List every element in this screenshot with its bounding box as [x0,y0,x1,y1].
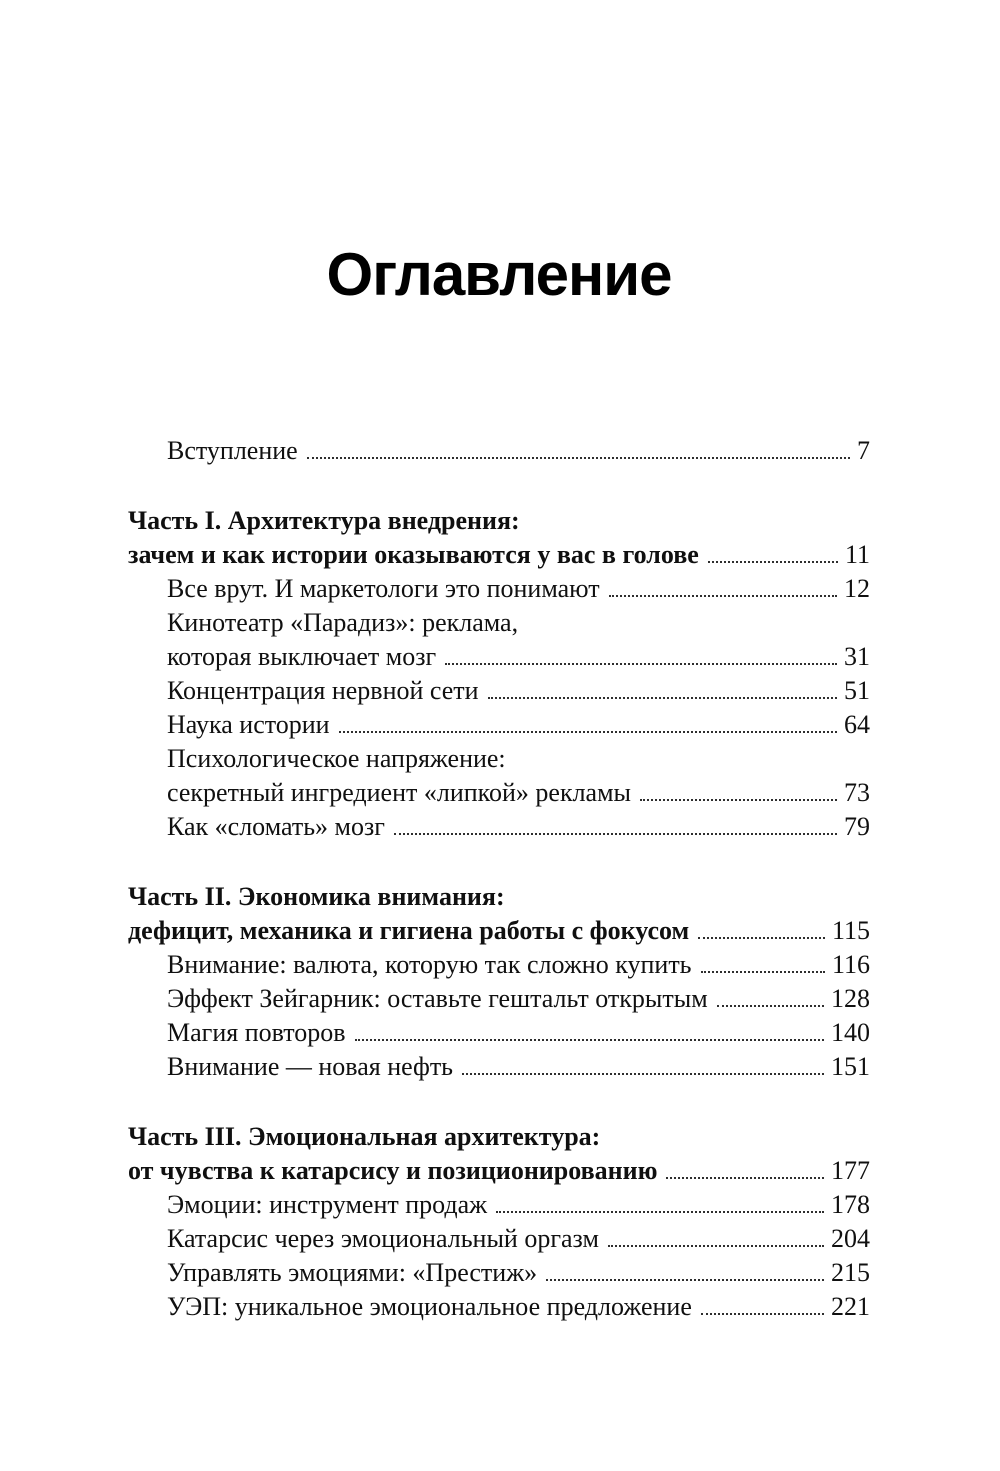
toc-entry-text: Все врут. И маркетологи это понимают [167,574,600,603]
toc-entry-page: 215 [831,1258,870,1287]
toc-entry-row [128,1222,870,1256]
toc-entry-row [128,606,870,640]
toc-entry-page: 64 [844,710,870,739]
toc-part-heading-row [128,880,870,914]
leader-dots [355,1039,824,1041]
toc-entry-page: 31 [844,642,870,671]
toc-entry-text: УЭП: уникальное эмоциональное предложение [167,1292,692,1321]
toc-entry-page: 151 [831,1052,870,1081]
toc-entry-text: секретный ингредиент «липкой» рекламы [167,778,632,807]
toc-entry-text: Часть I. Архитектура внедрения: [128,506,520,535]
toc-entry-text: Кинотеатр «Парадиз»: реклама, [167,608,519,637]
page-title: Оглавление [326,241,672,308]
leader-dots [666,1177,824,1179]
toc-entry-text: Управлять эмоциями: «Престиж» [167,1258,538,1287]
toc-entry-page: 51 [844,676,870,705]
toc-part-heading-row [128,504,870,538]
toc-entry-page: 177 [831,1156,870,1185]
toc-entry-row [128,948,870,982]
toc-entry-page: 11 [844,540,870,569]
toc-entry-row [128,982,870,1016]
toc-entry-text: Часть III. Эмоциональная архитектура: [128,1122,601,1151]
toc-entry-text: Вступление [167,436,298,465]
toc-entry-text: Концентрация нервной сети [167,676,479,705]
toc-part-heading-row [128,538,870,572]
leader-dots [698,937,825,939]
toc-entry-row [128,1016,870,1050]
leader-dots [708,561,838,563]
leader-dots [701,971,825,973]
toc-entry-page: 12 [844,574,870,603]
toc-entry-text: Психологическое напряжение: [167,744,506,773]
toc-entry-page: 79 [844,812,870,841]
leader-dots [445,663,837,665]
toc-entry-row [128,572,870,606]
leader-dots [608,1245,824,1247]
leader-dots [339,731,837,733]
toc-part-heading-row [128,1154,870,1188]
toc-entry-text: Эффект Зейгарник: оставьте гештальт открытым [167,984,708,1013]
leader-dots [717,1005,824,1007]
toc-entry-text: от чувства к катарсису и позиционированию [128,1156,658,1185]
toc-entry-page: 204 [831,1224,870,1253]
toc-entry-page: 140 [831,1018,870,1047]
toc-entry-page: 115 [831,916,870,945]
leader-dots [488,697,837,699]
toc-entry-text: зачем и как истории оказываются у вас в голове [128,540,699,569]
toc-entry-row [128,708,870,742]
toc-part-heading-row [128,1120,870,1154]
toc-entry-page: 221 [831,1292,870,1321]
leader-dots [609,595,837,597]
leader-dots [462,1073,824,1075]
toc-entry-text: Магия повторов [167,1018,346,1047]
table-of-contents [128,434,870,1324]
toc-entry-row [128,742,870,776]
leader-dots [394,833,837,835]
toc-entry-row [128,640,870,674]
leader-dots [496,1211,824,1213]
toc-entry-row [128,810,870,844]
toc-entry-row [128,1050,870,1084]
toc-entry-text: Как «сломать» мозг [167,812,385,841]
toc-entry-text: Внимание — новая нефть [167,1052,454,1081]
toc-entry-text: Внимание: валюта, которую так сложно купить [167,950,692,979]
toc-entry-page: 7 [857,436,870,465]
toc-entry-page: 128 [831,984,870,1013]
leader-dots [640,799,837,801]
toc-entry-row [128,1290,870,1324]
toc-entry-page: 116 [831,950,870,979]
toc-entry-text: Часть II. Экономика внимания: [128,882,505,911]
toc-entry-page: 73 [844,778,870,807]
toc-entry-row [128,776,870,810]
toc-entry-text: Эмоции: инструмент продаж [167,1190,488,1219]
toc-entry-row [128,434,870,468]
toc-entry-text: которая выключает мозг [167,642,437,671]
leader-dots [307,457,850,459]
leader-dots [546,1279,824,1281]
toc-entry-text: Наука истории [167,710,330,739]
toc-entry-row [128,674,870,708]
leader-dots [701,1313,824,1315]
toc-part-heading-row [128,914,870,948]
content-column [128,0,870,1324]
toc-entry-text: дефицит, механика и гигиена работы с фокусом [128,916,690,945]
toc-entry-text: Катарсис через эмоциональный оргазм [167,1224,599,1253]
toc-entry-page: 178 [831,1190,870,1219]
toc-entry-row [128,1256,870,1290]
toc-entry-row [128,1188,870,1222]
